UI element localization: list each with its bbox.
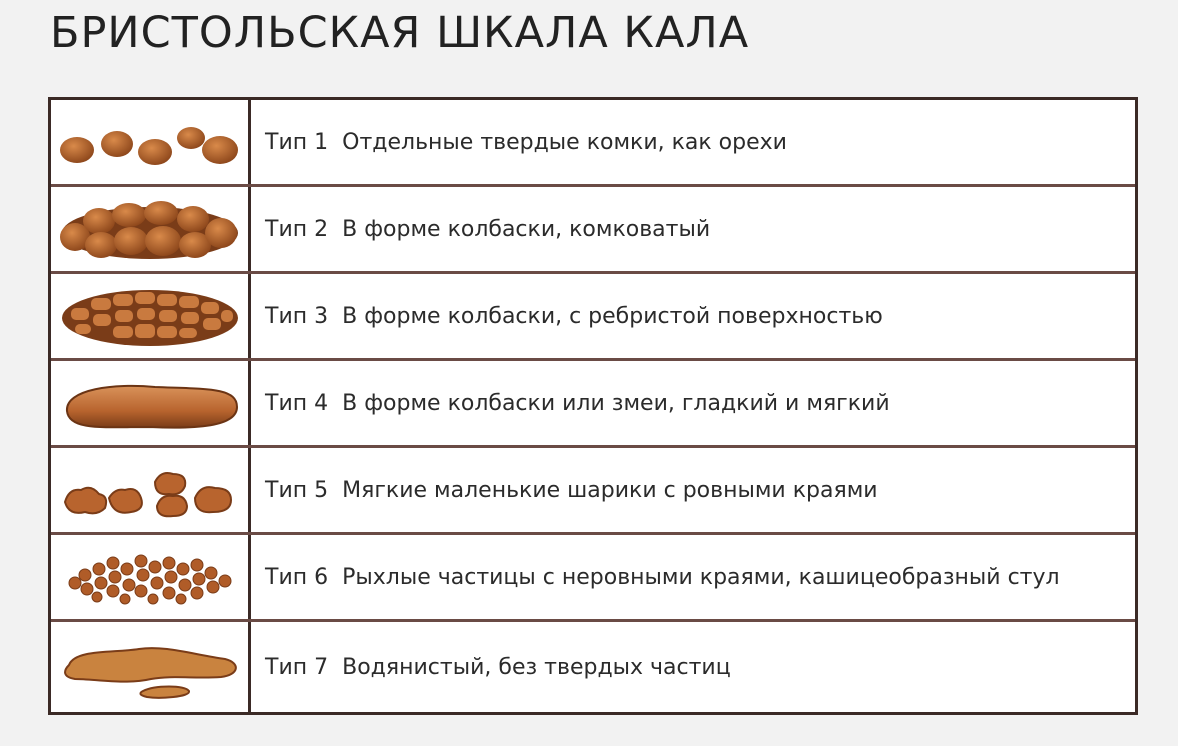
type-label: Тип 3 — [265, 303, 329, 329]
type-label: Тип 5 — [265, 477, 329, 503]
type-description: В форме колбаски или змеи, гладкий и мягкий — [342, 390, 890, 416]
type-description: Мягкие маленькие шарики с ровными краями — [342, 477, 878, 503]
type-label: Тип 7 — [265, 654, 329, 680]
soft-blobs-icon — [51, 448, 251, 532]
separate-hard-lumps-icon — [51, 100, 251, 184]
table-row — [51, 535, 1135, 622]
bristol-scale-table — [48, 97, 1138, 715]
table-row — [51, 361, 1135, 448]
type-label: Тип 1 — [265, 129, 329, 155]
type-description: В форме колбаски, комковатый — [342, 216, 711, 242]
watery-puddle-icon — [51, 622, 251, 712]
row-text — [265, 187, 710, 271]
cracked-sausage-icon — [51, 274, 251, 358]
type-label: Тип 6 — [265, 564, 329, 590]
page-title: БРИСТОЛЬСКАЯ ШКАЛА КАЛА — [50, 8, 750, 58]
row-text — [265, 361, 890, 445]
type-description: Водянистый, без твердых частиц — [342, 654, 731, 680]
row-text — [265, 100, 787, 184]
type-description: Отдельные твердые комки, как орехи — [342, 129, 787, 155]
table-row — [51, 274, 1135, 361]
row-text — [265, 448, 878, 532]
table-row — [51, 100, 1135, 187]
mushy-pieces-icon — [51, 535, 251, 619]
row-text — [265, 622, 731, 712]
table-row — [51, 448, 1135, 535]
row-text — [265, 535, 1060, 619]
type-description: В форме колбаски, с ребристой поверхностью — [342, 303, 883, 329]
table-row — [51, 187, 1135, 274]
type-label: Тип 4 — [265, 390, 329, 416]
table-row — [51, 622, 1135, 712]
lumpy-sausage-icon — [51, 187, 251, 271]
smooth-sausage-icon — [51, 361, 251, 445]
type-description: Рыхлые частицы с неровными краями, кашицеобразный стул — [342, 564, 1060, 590]
type-label: Тип 2 — [265, 216, 329, 242]
row-text — [265, 274, 883, 358]
